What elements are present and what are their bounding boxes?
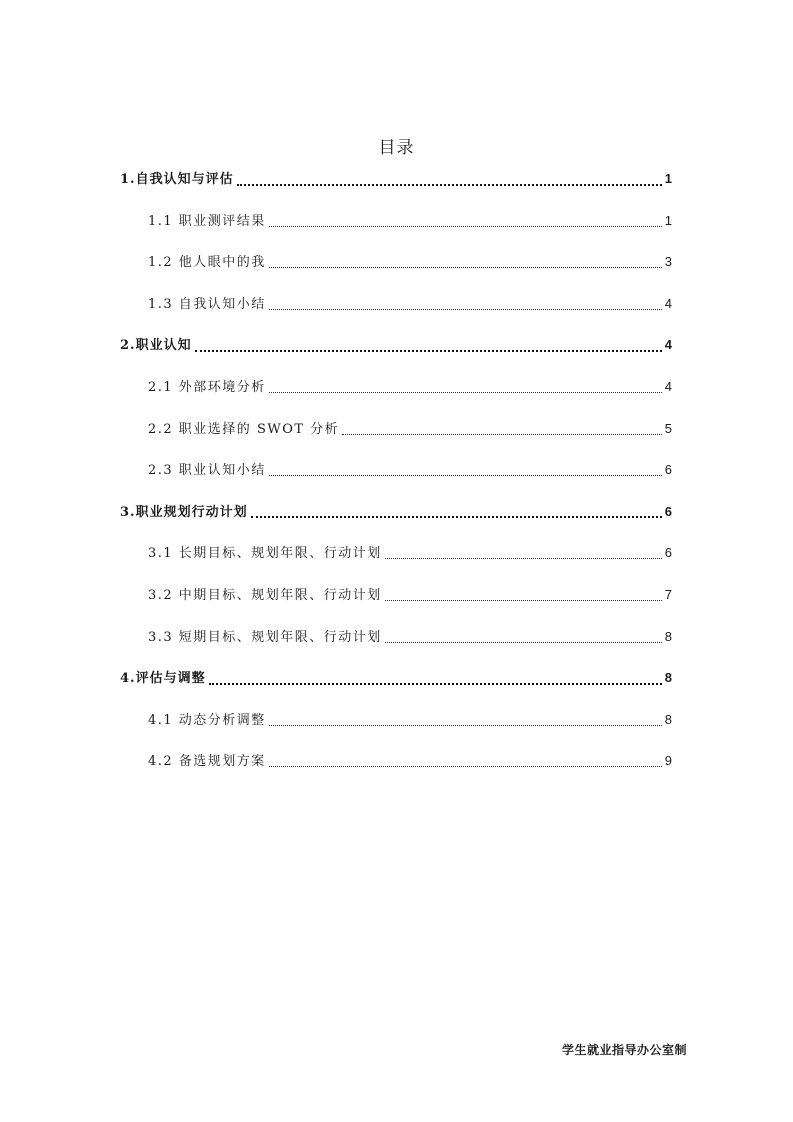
toc-page-number: 6 xyxy=(664,503,672,519)
toc-subsection-entry[interactable] xyxy=(148,626,672,648)
toc-dot-leader xyxy=(269,765,662,767)
toc-subsection-entry[interactable] xyxy=(148,542,672,564)
toc-section-entry[interactable] xyxy=(120,667,672,689)
toc-dot-leader xyxy=(269,724,662,726)
toc-section-entry[interactable] xyxy=(120,168,672,190)
toc-dot-leader xyxy=(342,433,662,435)
toc-entry-label: 2.2 职业选择的 SWOT 分析 xyxy=(148,421,340,437)
toc-entry-label: 3.3 短期目标、规划年限、行动计划 xyxy=(148,629,382,645)
toc-entry-label: 2.3 职业认知小结 xyxy=(148,463,266,479)
toc-page-number: 6 xyxy=(664,462,672,478)
toc-subsection-entry[interactable] xyxy=(148,251,672,273)
toc-dot-leader xyxy=(237,183,662,186)
toc-page-number: 9 xyxy=(664,753,672,769)
toc-subsection-entry[interactable] xyxy=(148,750,672,772)
toc-entry-label: 3.1 长期目标、规划年限、行动计划 xyxy=(148,546,382,562)
toc-dot-leader xyxy=(209,682,662,685)
toc-section-entry[interactable] xyxy=(120,501,672,523)
toc-subsection-entry[interactable] xyxy=(148,210,672,232)
toc-page-number: 7 xyxy=(664,587,672,602)
toc-dot-leader xyxy=(269,266,662,268)
toc-page-number: 5 xyxy=(664,420,672,436)
toc-dot-leader xyxy=(269,474,662,476)
toc-entry-label: 1.自我认知与评估 xyxy=(120,172,234,187)
toc-subsection-entry[interactable] xyxy=(148,376,672,398)
toc-section-entry[interactable] xyxy=(120,334,672,356)
toc-entry-label: 4.1 动态分析调整 xyxy=(148,712,266,728)
toc-dot-leader xyxy=(269,308,662,310)
toc-entry-label: 3.2 中期目标、规划年限、行动计划 xyxy=(148,588,382,603)
toc-page-number: 3 xyxy=(664,254,672,270)
toc-entry-label: 4.2 备选规划方案 xyxy=(148,754,266,770)
toc-page-number: 8 xyxy=(664,670,672,686)
toc-page-number: 8 xyxy=(664,628,672,644)
toc-page-number: 1 xyxy=(664,212,672,228)
toc-entry-label: 2.1 外部环境分析 xyxy=(148,380,266,395)
toc-subsection-entry[interactable] xyxy=(148,293,672,315)
toc-page-number: 8 xyxy=(664,711,672,727)
toc-entry-label: 1.2 他人眼中的我 xyxy=(148,255,266,271)
toc-subsection-entry[interactable] xyxy=(148,709,672,731)
footer-issuer: 学生就业指导办公室制 xyxy=(561,1043,687,1057)
toc-entry-label: 2.职业认知 xyxy=(120,338,192,354)
toc-entry-label: 3.职业规划行动计划 xyxy=(120,504,248,520)
toc-entry-label: 4.评估与调整 xyxy=(120,671,206,687)
toc-dot-leader xyxy=(385,641,662,643)
toc-dot-leader xyxy=(269,391,662,393)
toc-subsection-entry[interactable] xyxy=(148,418,672,440)
toc-page-number: 4 xyxy=(664,295,672,311)
toc-dot-leader xyxy=(195,349,662,352)
toc-subsection-entry[interactable] xyxy=(148,459,672,481)
toc-entry-label: 1.3 自我认知小结 xyxy=(148,296,266,312)
toc-dot-leader xyxy=(251,515,662,518)
toc-dot-leader xyxy=(385,557,662,559)
toc-page-number: 1 xyxy=(664,171,672,186)
toc-page-number: 4 xyxy=(664,337,672,353)
toc-dot-leader xyxy=(269,225,662,227)
toc-page-number: 6 xyxy=(664,545,672,561)
toc-dot-leader xyxy=(385,599,662,601)
toc-subsection-entry[interactable] xyxy=(148,584,672,606)
toc-page-number: 4 xyxy=(664,379,672,394)
toc-entry-label: 1.1 职业测评结果 xyxy=(148,213,266,229)
toc-title: 目录 xyxy=(378,138,415,158)
